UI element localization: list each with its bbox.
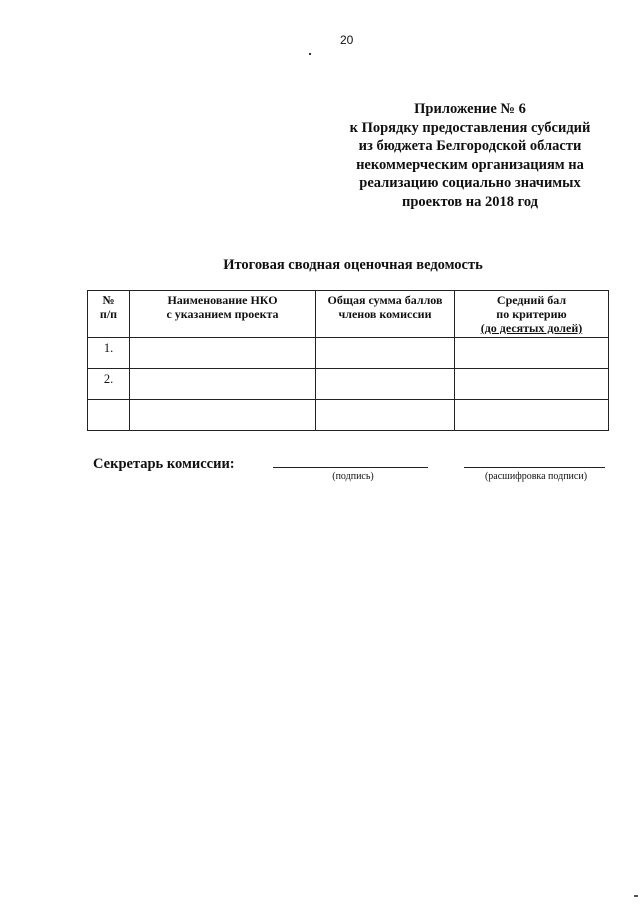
document-title: Итоговая сводная оценочная ведомость [223,257,483,273]
decryption-caption: (расшифровка подписи) [484,471,588,482]
appendix-line: проектов на 2018 год [402,193,538,210]
appendix-line: из бюджета Белгородской области [358,138,582,154]
appendix-header [330,100,610,211]
table-cell [455,338,609,369]
page-number: 20 [340,33,354,47]
table-header-row [88,291,609,338]
score-table [87,290,609,431]
table-cell [455,369,609,400]
header-average-score: Средний бал по критерию (до десятых долей) [455,291,609,338]
table-cell [316,369,455,400]
appendix-line: реализацию социально значимых [359,175,581,191]
appendix-line: некоммерческим организациям на [356,156,584,173]
scan-speck [309,53,311,55]
scan-mark [634,895,638,897]
table-cell: 1. [88,338,130,369]
table-row [88,338,609,369]
table-cell [316,400,455,431]
header-total-score: Общая сумма баллов членов комиссии [316,291,455,338]
table-cell: 2. [88,369,130,400]
table-cell [455,400,609,431]
table-cell [130,369,316,400]
table-cell [130,338,316,369]
table-cell [130,400,316,431]
header-nko-name: Наименование НКО с указанием проекта [130,291,316,338]
table-cell [88,400,130,431]
table-row [88,369,609,400]
appendix-line: Приложение № 6 [414,101,526,117]
secretary-label: Секретарь комиссии: [93,456,235,472]
signature-line [273,467,428,468]
signature-caption: (подпись) [332,471,374,482]
table-row [88,400,609,431]
decryption-line [464,467,605,468]
appendix-line: к Порядку предоставления субсидий [349,119,591,136]
table-cell [316,338,455,369]
header-number: № п/п [88,291,130,338]
